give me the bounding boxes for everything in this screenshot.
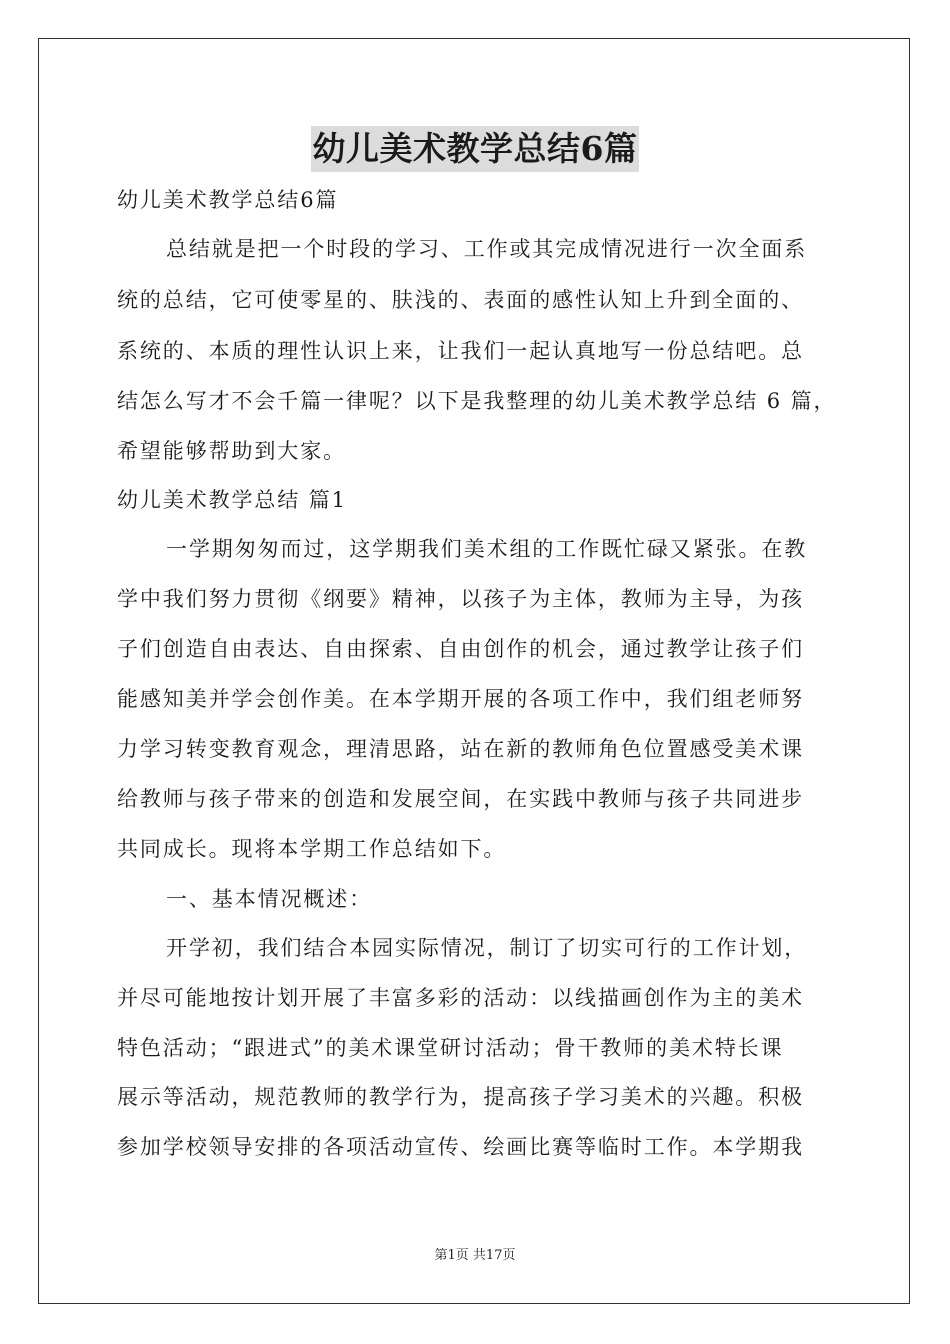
- paragraph-line: 系统的、本质的理性认识上来，让我们一起认真地写一份总结吧。总: [117, 339, 804, 363]
- paragraph-line: 子们创造自由表达、自由探索、自由创作的机会，通过教学让孩子们: [117, 637, 804, 661]
- subtitle-line: 幼儿美术教学总结6篇: [117, 188, 339, 212]
- paragraph-line: 力学习转变教育观念，理清思路，站在新的教师角色位置感受美术课: [117, 737, 804, 761]
- paragraph-line: 统的总结，它可使零星的、肤浅的、表面的感性认知上升到全面的、: [117, 288, 804, 312]
- paragraph-line: 参加学校领导安排的各项活动宣传、绘画比赛等临时工作。本学期我: [117, 1135, 804, 1159]
- paragraph-line: 给教师与孩子带来的创造和发展空间，在实践中教师与孩子共同进步: [117, 787, 804, 811]
- paragraph-line: 开学初，我们结合本园实际情况，制订了切实可行的工作计划，: [166, 936, 808, 960]
- page-border: [38, 38, 910, 1304]
- paragraph-line: 展示等活动，规范教师的教学行为，提高孩子学习美术的兴趣。积极: [117, 1085, 804, 1109]
- paragraph-line: 结怎么写才不会千篇一律呢？以下是我整理的幼儿美术教学总结 6 篇，: [117, 389, 837, 413]
- page-footer: 第1页 共17页: [434, 1248, 516, 1263]
- paragraph-line: 共同成长。现将本学期工作总结如下。: [117, 837, 507, 861]
- paragraph-line: 能感知美并学会创作美。在本学期开展的各项工作中，我们组老师努: [117, 687, 804, 711]
- paragraph-line: 并尽可能地按计划开展了丰富多彩的活动：以线描画创作为主的美术: [117, 986, 804, 1010]
- paragraph-line: 总结就是把一个时段的学习、工作或其完成情况进行一次全面系: [166, 237, 808, 261]
- document-title: 幼儿美术教学总结6篇: [311, 126, 640, 172]
- document-title-wrap: [0, 126, 950, 172]
- paragraph-line: 希望能够帮助到大家。: [117, 439, 346, 463]
- section-subheading: 一、基本情况概述：: [166, 887, 373, 911]
- paragraph-line: 特色活动；“跟进式”的美术课堂研讨活动；骨干教师的美术特长课: [117, 1036, 784, 1060]
- paragraph-line: 学中我们努力贯彻《纲要》精神，以孩子为主体，教师为主导，为孩: [117, 587, 804, 611]
- section-heading: 幼儿美术教学总结 篇1: [117, 488, 347, 512]
- paragraph-line: 一学期匆匆而过，这学期我们美术组的工作既忙碌又紧张。在教: [166, 537, 808, 561]
